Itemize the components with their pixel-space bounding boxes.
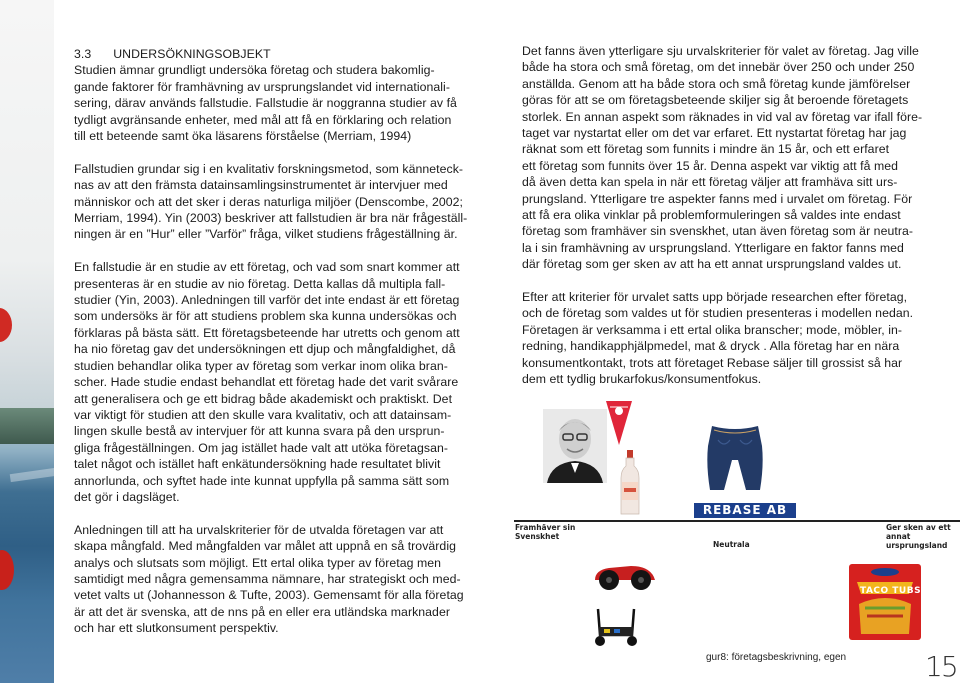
section-heading xyxy=(74,46,476,62)
walker-icon xyxy=(590,605,642,649)
paragraph-2: Fallstudien grundar sig i en kvalitativ forskningsmetod, som känneteck- nas av att den främsta datainsamlingsinstrumentet är intervjuer med människor och att det sker i deras naturliga miljöer (Denscombe, 2002; Merriam, 1994). Yin (2003) beskriver att fallstudien är bra när frågeställ- ningen är en ”Hur” eller ”Varför” fråga, vilket studiens frågeställning är. xyxy=(74,161,468,242)
paragraph-1: Studien ämnar grundligt undersöka företag och studera bakomlig- gande faktorer för framhävning av ursprungslandet vid internationali- sering, därav används fallstudie. Fallstudie är noggranna studier av få tydligt avgränsande enheter, med mål att få en förklaring och relation till ett beteende samt öka läsarens förståelse (Merriam, 1994) xyxy=(74,63,457,144)
paragraph-6: Efter att kriterier för urvalet satts upp började researchen efter företag, och de företag som valdes ut för studien presenteras i modellen nedan. Företagen är verksamma i ett ertal olika branscher; mode, möbler, in- redning, handikapphjälpmedel, mat & dryck . Alla företag har en nära konsumentkontakt, trots att företaget Rebase säljer till grossist så har dem ett tydlig brukarfokus/konsumentfokus. xyxy=(522,290,914,387)
wine-bottle-icon xyxy=(620,450,640,516)
left-column xyxy=(74,46,476,637)
figure-caption: gur8: företagsbeskrivning, egen xyxy=(706,652,847,663)
ice-cream-cone-icon xyxy=(604,397,634,447)
portrait-photo-icon xyxy=(543,409,607,483)
package-text: TACO TUBS xyxy=(860,586,922,596)
label-swedish: Framhäver sin Svenskhet xyxy=(515,523,576,541)
paragraph-5: Det fanns även ytterligare sju urvalskriterier för valet av företag. Jag ville både ha stora och små företag, om det innebär över 250 och under 250 anställda. Genom att ha både stora och små företag kunde jämförelser göras för att se om företagsbeteende skiljer sig åt beroende företagets storlek. En annan aspekt som räknades in vid val av företag var ifall före- taget var nystartat eller om det var erfaret. Ett nystartat företag har jag räknat som ett företag som funnits i mindre än 15 år, och ett erfaret ett företag som funnits över 15 år. Denna aspekt var viktig att få med då även detta kan spela in när ett företag väljer att framhäva sitt urs- prungsland. Ytterligare tre aspekter fanns med i urvalet om företag. För att få era olika vinklar på problemformuleringen så valdes inte endast företag som framhäver sin svenskhet, utan även företag som är neutra- la i sin framhävning av ursprungsland. Ytterligare en faktor fanns med där företag som ger sken av att ha ett annat ursprungsland valdes ut. xyxy=(522,44,923,272)
taco-package-icon xyxy=(849,564,921,640)
toy-car-icon xyxy=(591,560,659,592)
heading-title: UNDERSÖKNINGSOBJEKT xyxy=(113,47,271,61)
paragraph-3: En fallstudie är en studie av ett företag, och vad som snart kommer att presenteras är en studie av nio företag. Detta kallas då multipla fall- studier (Yin, 2003). Anledningen till varför det inte endast är ett företag som undersöks är för att studiens problem ska kunna undersökas och förklaras på bästa sätt. Ett företagsbeteende har utretts och genom att ha nio företag gav det undersökningen ett djup och mångfaldighet, då studien behandlar olika typer av företag som verkar inom olika bran- scher. Hade studie endast behandlat ett företag hade det varit svårare att generalisera och ge ett bidrag både akademiskt och praktiskt. Det var viktigt för studien att den skulle vara kvalitativ, och att datainsam- lingen skulle bestå av intervjuer för att kunna svara på den ursprun- gliga frågeställningen. Om jag istället hade valt att utöka företagsan- talet något och istället haft enkätundersökning hade resultatet blivit annorlunda, och syftet hade inte kunnat uppfylla på samma sätt som det gör i dagsläget. xyxy=(74,260,460,504)
heading-number: 3.3 xyxy=(74,47,92,61)
jeans-icon xyxy=(706,426,764,490)
paragraph-4: Anledningen till att ha urvalskriterier för de utvalda företagen var att skapa mångfald. Med mångfalden var målet att uppnå en så trovärdig analys och slutsats som möjligt. Ett ertal olika typer av företag men samtidigt med några gemensamma nämnare, har strategiskt och med- vetet valts ut (Johannesson & Tufte, 2003). Gemensamt för alla företag är att det är svenska, att de nns på en eller era utländska marknader och har ett slutkonsument perspektiv. xyxy=(74,522,464,636)
cover-photo-strip xyxy=(0,0,54,683)
label-neutral: Neutrala xyxy=(713,540,750,549)
rebase-logo: REBASE AB xyxy=(694,503,796,518)
page-number: 15 xyxy=(925,650,957,683)
label-foreign: Ger sken av ett annat ursprungsland xyxy=(886,523,951,550)
positioning-axis xyxy=(514,520,960,522)
right-column xyxy=(522,43,930,388)
